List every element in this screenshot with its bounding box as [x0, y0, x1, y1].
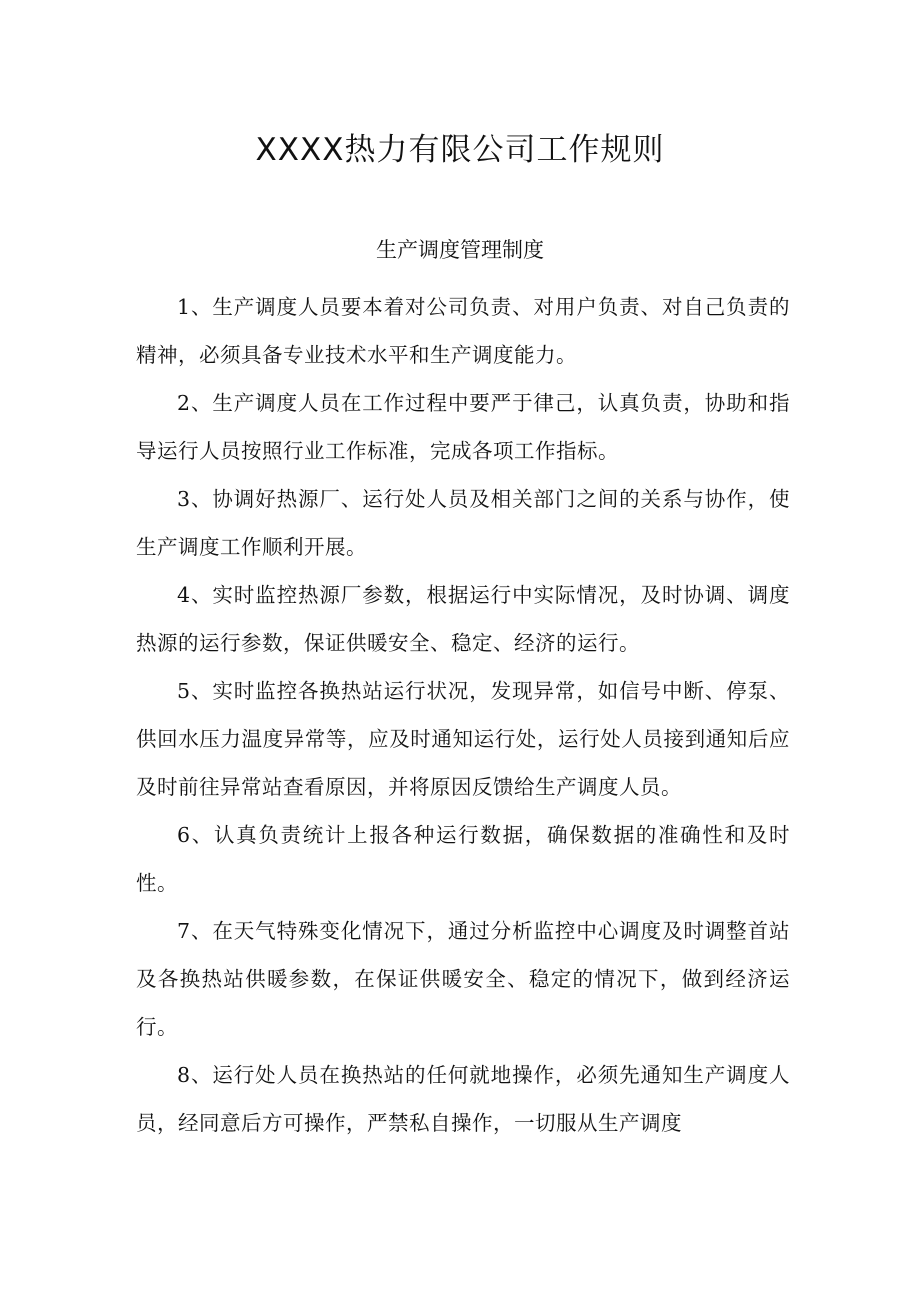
- paragraph-7: 7、在天气特殊变化情况下，通过分析监控中心调度及时调整首站及各换热站供暖参数，在保证供暖安全、稳定的情况下，做到经济运行。: [136, 919, 790, 1039]
- paragraph-4: 4、实时监控热源厂参数，根据运行中实际情况，及时协调、调度热源的运行参数，保证供暖安全、稳定、经济的运行。: [136, 583, 790, 655]
- document-title: XXXX热力有限公司工作规则: [255, 132, 665, 168]
- section-title: 生产调度管理制度: [376, 238, 544, 262]
- paragraph-1: 1、生产调度人员要本着对公司负责、对用户负责、对自己负责的精神，必须具备专业技术水平和生产调度能力。: [136, 295, 790, 367]
- paragraph-6: 6、认真负责统计上报各种运行数据，确保数据的准确性和及时性。: [136, 823, 790, 895]
- paragraph-2: 2、生产调度人员在工作过程中要严于律己，认真负责，协助和指导运行人员按照行业工作标准，完成各项工作指标。: [136, 391, 790, 463]
- document-body: [136, 283, 790, 1147]
- paragraph-5: 5、实时监控各换热站运行状况，发现异常，如信号中断、停泵、供回水压力温度异常等，应及时通知运行处，运行处人员接到通知后应及时前往异常站查看原因，并将原因反馈给生产调度人员。: [136, 679, 790, 799]
- paragraph-3: 3、协调好热源厂、运行处人员及相关部门之间的关系与协作，使生产调度工作顺利开展。: [136, 487, 790, 559]
- paragraph-8: 8、运行处人员在换热站的任何就地操作，必须先通知生产调度人员，经同意后方可操作，严禁私自操作，一切服从生产调度: [136, 1063, 790, 1135]
